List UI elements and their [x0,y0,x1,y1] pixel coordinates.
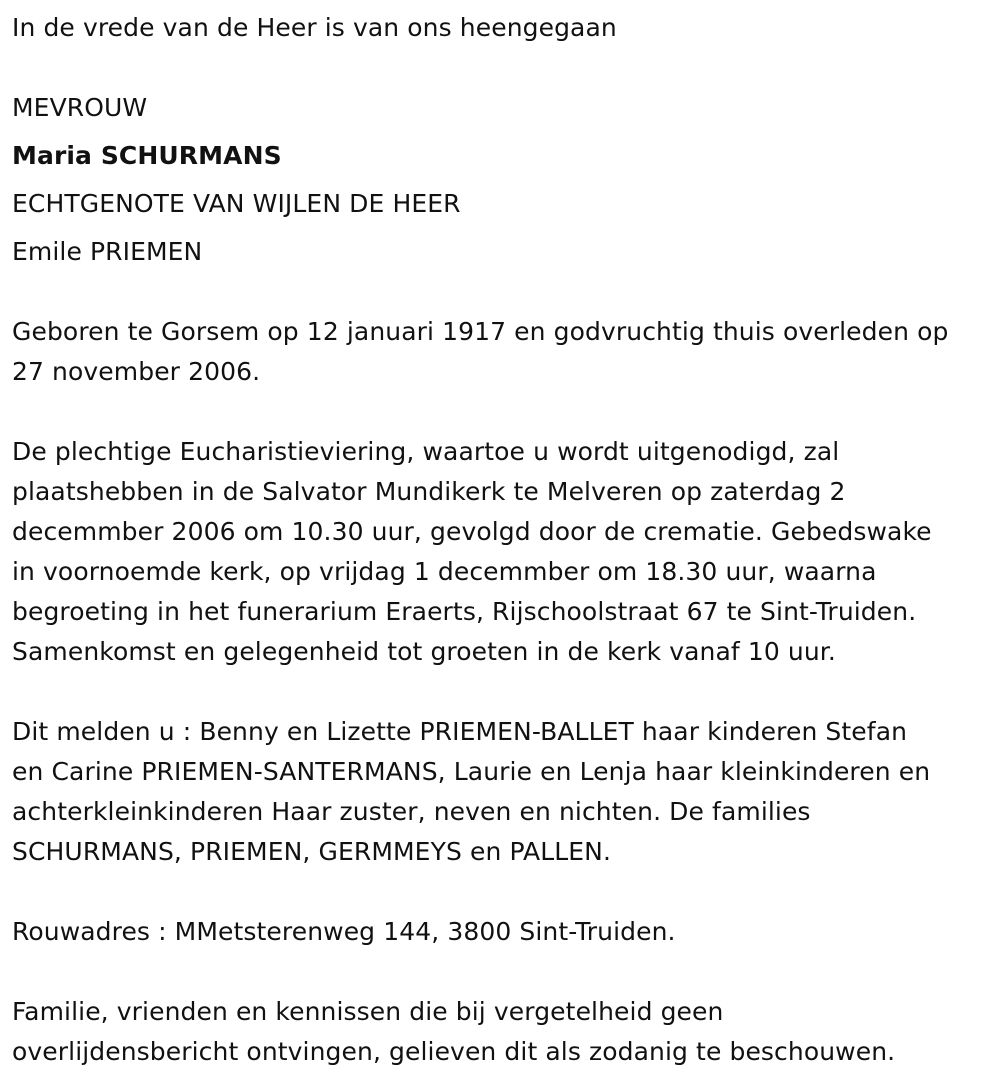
ceremony-paragraph [12,432,988,672]
paragraph-line: Geboren te Gorsem op 12 januari 1917 en godvruchtig thuis overleden op [12,317,949,346]
paragraph-line: Samenkomst en gelegenheid tot groeten in de kerk vanaf 10 uur. [12,637,836,666]
paragraph-line: De plechtige Eucharistieviering, waartoe u wordt uitgenodigd, zal [12,437,840,466]
paragraph-line: begroeting in het funerarium Eraerts, Rijschoolstraat 67 te Sint-Truiden. [12,597,917,626]
mourning-address: Rouwadres : MMetsterenweg 144, 3800 Sint-Truiden. [12,917,676,946]
paragraph-line: in voornoemde kerk, op vrijdag 1 decemmber om 18.30 uur, waarna [12,557,877,586]
birth-death-paragraph [12,312,988,392]
paragraph-line: plaatshebben in de Salvator Mundikerk te Melveren op zaterdag 2 [12,477,846,506]
spouse-label: ECHTGENOTE VAN WIJLEN DE HEER [12,189,461,218]
paragraph-line: Dit melden u : Benny en Lizette PRIEMEN-BALLET haar kinderen Stefan [12,717,908,746]
paragraph-line: en Carine PRIEMEN-SANTERMANS, Laurie en Lenja haar kleinkinderen en [12,757,931,786]
address-paragraph [12,912,988,952]
closing-paragraph [12,992,988,1072]
paragraph-line: overlijdensbericht ontvingen, gelieven dit als zodanig te beschouwen. [12,1037,896,1066]
spouse-name: Emile PRIEMEN [12,237,203,266]
intro-text: In de vrede van de Heer is van ons heengegaan [12,13,617,42]
paragraph-line: achterkleinkinderen Haar zuster, neven en nichten. De families [12,797,811,826]
paragraph-line: 27 november 2006. [12,357,261,386]
deceased-name: Maria SCHURMANS [12,141,282,170]
honorific-title: MEVROUW [12,93,148,122]
family-paragraph [12,712,988,872]
paragraph-line: decemmber 2006 om 10.30 uur, gevolgd door de crematie. Gebedswake [12,517,932,546]
paragraph-line: SCHURMANS, PRIEMEN, GERMMEYS en PALLEN. [12,837,612,866]
name-block [12,88,988,272]
paragraph-line: Familie, vrienden en kennissen die bij vergetelheid geen [12,997,724,1026]
